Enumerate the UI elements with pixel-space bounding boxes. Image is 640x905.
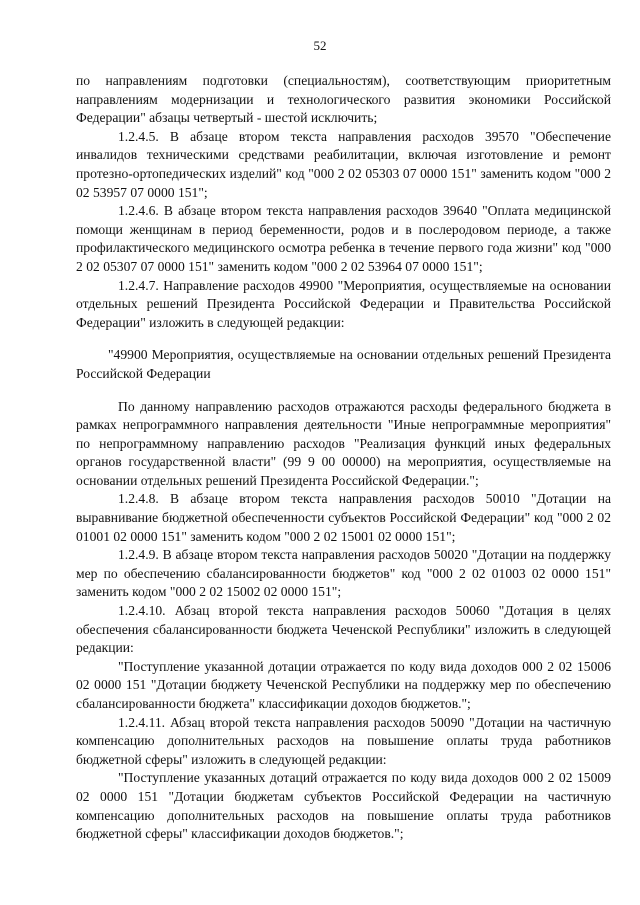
paragraph: 1.2.4.8. В абзаце втором текста направления расходов 50010 "Дотации на выравнивание бюджетной обеспеченности субъектов Российской Федерации" код "000 2 02 01001 02 0000 151" заменить кодом "000 2 02 15001 02 0000 151"; [76, 491, 611, 544]
page-number: 52 [313, 38, 327, 53]
paragraph: "Поступление указанных дотаций отражается по коду вида доходов 000 2 02 15009 02 0000 151 "Дотации бюджетам субъектов Российской Федерации на частичную компенсацию дополнительных расходов на повышение оплаты труда работников бюджетной сферы" классификации доходов бюджетов."; [76, 770, 611, 842]
paragraph: 1.2.4.9. В абзаце втором текста направления расходов 50020 "Дотации на поддержку мер по обеспечению сбалансированности бюджетов" код "000 2 02 01003 02 0000 151" заменить кодом "000 2 02 15002 02 0000 151"; [76, 547, 611, 600]
paragraph: По данному направлению расходов отражаются расходы федерального бюджета в рамках непрограммного направления деятельности "Иные непрограммные мероприятия" по непрограммному направлению расходов "Реализация функций иных федеральных органов государственной власти" (99 9 00 00000) на мероприятия, осуществляемые на основании отдельных решений Президента Российской Федерации."; [76, 398, 611, 488]
paragraph: по направлениям подготовки (специальностям), соответствующим приоритетным направлениям модернизации и технологического развития экономики Российской Федерации" абзацы четвертый - шестой исключить; [76, 73, 611, 126]
paragraph: 1.2.4.5. В абзаце втором текста направления расходов 39570 "Обеспечение инвалидов техническими средствами реабилитации, включая изготовление и ремонт протезно-ортопедических изделий" код "000 2 02 05303 07 0000 151" заменить кодом "000 2 02 53957 07 0000 151"; [76, 128, 611, 200]
paragraph: 1.2.4.10. Абзац второй текста направления расходов 50060 "Дотация в целях обеспечения сбалансированности бюджета Чеченской Республики" изложить в следующей редакции: [76, 603, 611, 656]
document-body [76, 72, 611, 844]
paragraph: 1.2.4.6. В абзаце втором текста направления расходов 39640 "Оплата медицинской помощи женщинам в период беременности, родов и в послеродовом периоде, а также профилактического медицинского осмотра ребенка в течение первого года жизни" код "000 2 02 05307 07 0000 151" заменить кодом "000 2 02 53964 07 0000 151"; [76, 203, 611, 274]
quoted-heading: "49900 Мероприятия, осуществляемые на основании отдельных решений Президента Российской Федерации [76, 347, 611, 381]
paragraph: 1.2.4.7. Направление расходов 49900 "Мероприятия, осуществляемые на основании отдельных решений Президента Российской Федерации и Правительства Российской Федерации" изложить в следующей редакции: [76, 277, 611, 330]
paragraph: 1.2.4.11. Абзац второй текста направления расходов 50090 "Дотации на частичную компенсацию дополнительных расходов на повышение оплаты труда работников бюджетной сферы" изложить в следующей редакции: [76, 714, 611, 767]
paragraph: "Поступление указанной дотации отражается по коду вида доходов 000 2 02 15006 02 0000 151 "Дотации бюджету Чеченской Республики на поддержку мер по обеспечению сбалансированности бюджета" классификации доходов бюджетов."; [76, 658, 611, 711]
